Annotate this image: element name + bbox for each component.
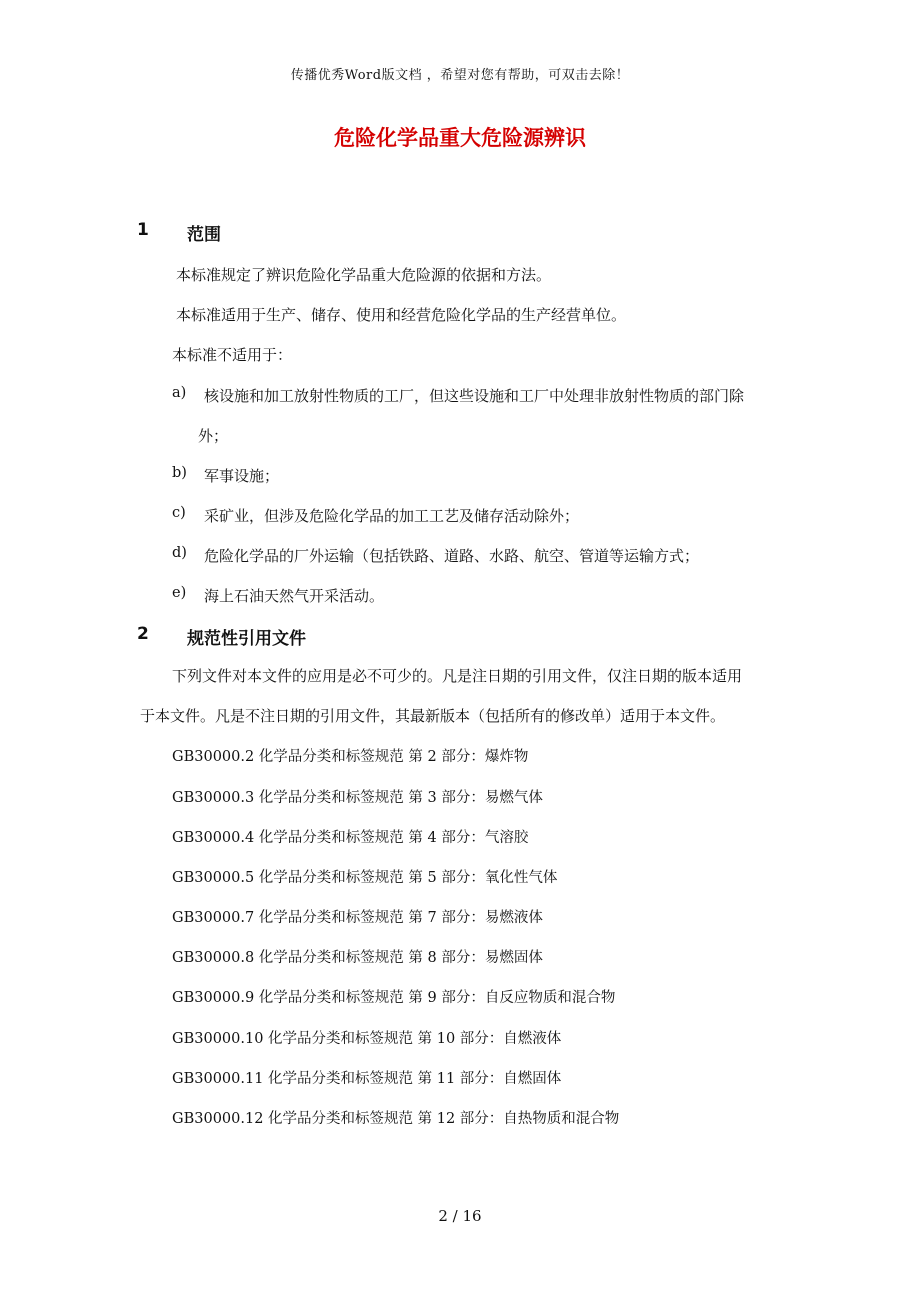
section-1-paragraph-2: 本标准适用于生产、储存、使用和经营危险化学品的生产经营单位。	[176, 306, 627, 324]
reference-item: GB30000.4 化学品分类和标签规范 第 4 部分：气溶胶	[172, 830, 529, 846]
section-1-number: 1	[137, 220, 149, 240]
list-item-e: 海上石油天然气开采活动。	[204, 587, 385, 605]
section-2-intro-line-1: 下列文件对本文件的应用是必不可少的。凡是注日期的引用文件，仅注日期的版本适用	[172, 667, 743, 685]
reference-item: GB30000.5 化学品分类和标签规范 第 5 部分：氧化性气体	[172, 870, 558, 886]
list-marker-a: a)	[172, 385, 187, 401]
reference-item: GB30000.2 化学品分类和标签规范 第 2 部分：爆炸物	[172, 749, 529, 765]
list-item-c: 采矿业，但涉及危险化学品的加工工艺及储存活动除外；	[204, 507, 580, 525]
list-marker-c: c)	[172, 505, 186, 521]
list-marker-b: b)	[172, 465, 187, 481]
header-note: 传播优秀Word版文档 ，希望对您有帮助，可双击去除！	[290, 68, 630, 83]
reference-item: GB30000.8 化学品分类和标签规范 第 8 部分：易燃固体	[172, 950, 543, 966]
section-2-heading: 规范性引用文件	[187, 629, 306, 649]
reference-item: GB30000.9 化学品分类和标签规范 第 9 部分：自反应物质和混合物	[172, 990, 616, 1006]
list-item-a-line-2: 外；	[198, 427, 229, 445]
page-number: 2 / 16	[438, 1207, 482, 1225]
list-item-b: 军事设施；	[204, 467, 280, 485]
reference-item: GB30000.7 化学品分类和标签规范 第 7 部分：易燃液体	[172, 910, 543, 926]
list-item-a-line-1: 核设施和加工放射性物质的工厂，但这些设施和工厂中处理非放射性物质的部门除	[204, 387, 745, 405]
section-1-paragraph-1: 本标准规定了辨识危险化学品重大危险源的依据和方法。	[176, 266, 552, 284]
reference-item: GB30000.3 化学品分类和标签规范 第 3 部分：易燃气体	[172, 790, 543, 806]
reference-item: GB30000.10 化学品分类和标签规范 第 10 部分：自燃液体	[172, 1031, 562, 1047]
section-1-heading: 范围	[187, 225, 221, 245]
reference-item: GB30000.11 化学品分类和标签规范 第 11 部分：自燃固体	[172, 1071, 562, 1087]
reference-item: GB30000.12 化学品分类和标签规范 第 12 部分：自热物质和混合物	[172, 1111, 620, 1127]
section-1-paragraph-3: 本标准不适用于：	[172, 346, 293, 364]
document-title: 危险化学品重大危险源辨识	[334, 126, 586, 150]
section-2-intro-line-2: 于本文件。凡是不注日期的引用文件，其最新版本（包括所有的修改单）适用于本文件。	[140, 707, 726, 725]
list-marker-e: e)	[172, 585, 187, 601]
section-2-number: 2	[137, 624, 149, 644]
list-marker-d: d)	[172, 545, 187, 561]
list-item-d: 危险化学品的厂外运输（包括铁路、道路、水路、航空、管道等运输方式；	[204, 547, 700, 565]
